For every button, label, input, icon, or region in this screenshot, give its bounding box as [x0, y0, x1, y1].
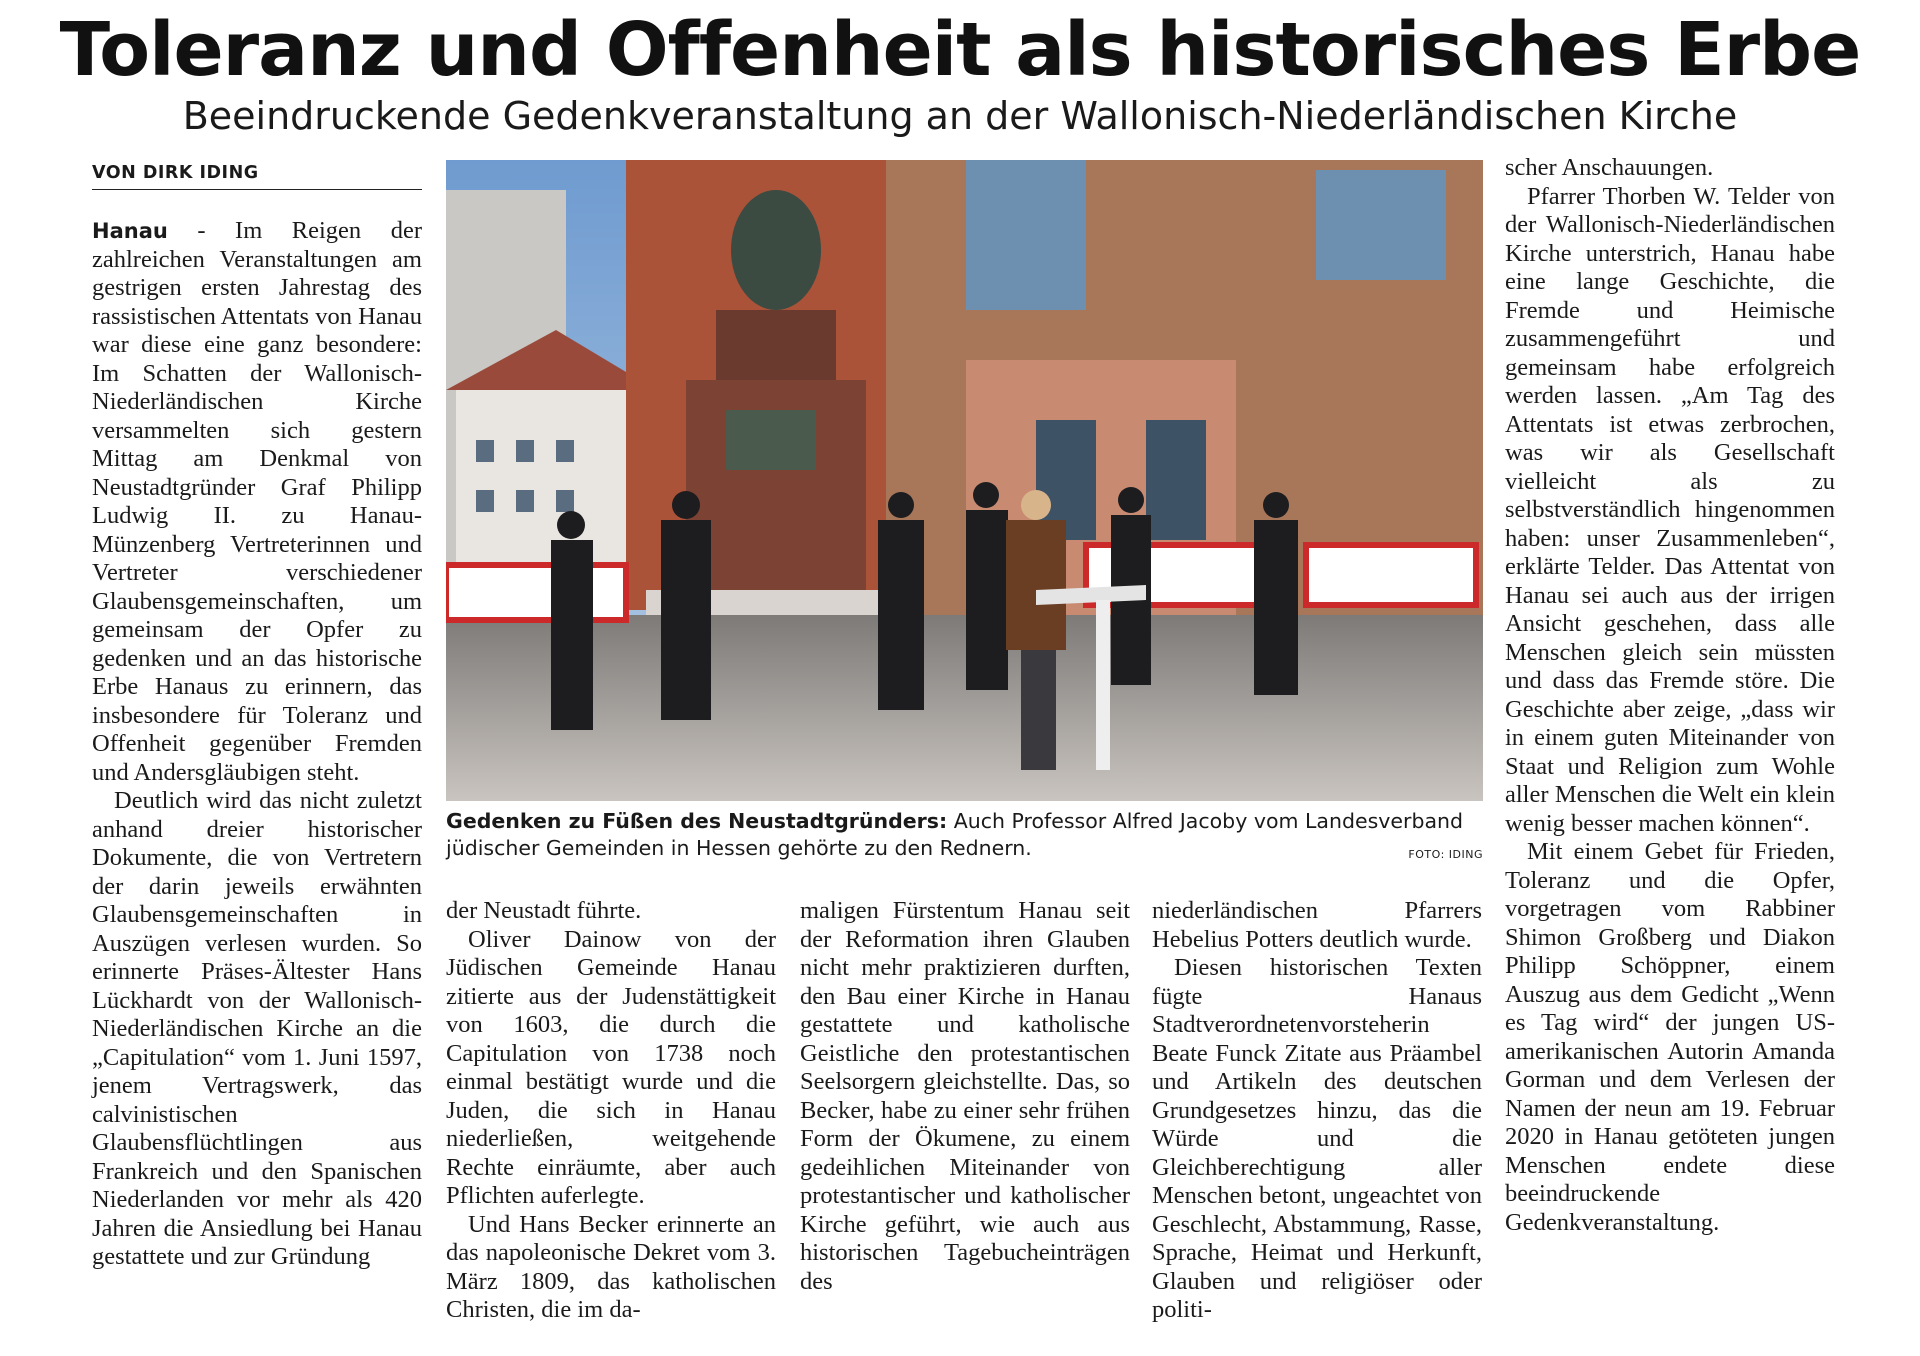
- speaker: [1006, 520, 1066, 650]
- paragraph: Pfarrer Thorben W. Telder von der Wallonisch-Niederländischen Kirche unterstrich, Hanau habe eine lange Geschichte, die Fremde und Heimische zusammengeführt und gemeinsam habe erfolgreich werden lassen. „Am Tag des Attentats ist etwas zerbrochen, was wir als Gesellschaft vielleicht als zu selbstverständlich hingenommen haben: unser Zusammenleben“, erklärte Telder. Das Attentat von Hanau sei auch aus der irrigen Ansicht geschehen, dass alle Menschen gleich sein müssten und dass das Fremde störe. Die Geschichte aber zeige, „dass wir in einem guten Miteinander von Staat und Religion zum Wohle aller Menschen die Welt ein klein wenig besser machen können“.: [1505, 182, 1835, 837]
- paragraph: Deutlich wird das nicht zuletzt anhand dreier historischer Dokumente, die von Vertretern der darin jeweils erwähnten Glaubensgemeinschaften in Auszügen verlesen wurden. So erinnerte Präses-Ältester Hans Lückhardt von der Wallonisch-Niederländischen Kirche an die „Capitulation“ vom 1. Juni 1597, jenem Vertragswerk, das calvinistischen Glaubensflüchtlingen aus Frankreich und den Spanischen Niederlanden vor mehr als 420 Jahren die Ansiedlung bei Hanau gestattete und zur Gründung: [92, 787, 422, 1270]
- caption-text: Auch Professor Alfred Jacoby vom Landesverband jüdischer Gemeinden in Hessen gehörte zu den Rednern.: [446, 809, 1464, 860]
- column-5: [1505, 154, 1835, 1237]
- subheadline: Beeindruckende Gedenkveranstaltung an der Wallonisch-Niederländischen Kirche: [182, 94, 1738, 138]
- paragraph: Mit einem Gebet für Frieden, Toleranz und die Opfer, vorgetragen vom Rabbiner Shimon Großberg und Diakon Philipp Schöppner, einem Auszug aus dem Gedicht „Wenn es Tag wird“ der jungen US-amerikanischen Autorin Amanda Gorman und dem Verlesen der Namen der neun am 19. Februar 2020 in Hanau getöteten jungen Menschen endete diese beeindruckende Gedenkveranstaltung.: [1505, 838, 1835, 1236]
- column-4: [1152, 897, 1482, 1325]
- column-1: [92, 217, 422, 1272]
- photo-caption: [446, 808, 1483, 862]
- barrier-fence: [446, 565, 626, 620]
- dateline-place: Hanau: [92, 219, 168, 243]
- paragraph: scher Anschauungen.: [1505, 154, 1714, 181]
- article-photo: [446, 160, 1483, 801]
- caption-title: Gedenken zu Füßen des Neustadtgründers:: [446, 809, 948, 833]
- intro-text: - Im Reigen der zahlreichen Veranstaltungen am gestrigen ersten Jahrestag des rassistischen Attentats von Hanau war diese eine ganz besondere: Im Schatten der Wallonisch-Niederländischen Kirche versammelten sich gestern Mittag am Denkmal von Neustadtgründer Graf Philipp Ludwig II. zu Hanau-Münzenberg Vertreterinnen und Vertreter verschiedener Glaubensgemeinschaften, um gemeinsam der Opfer zu gedenken und an das historische Erbe Hanaus zu erinnern, das insbesondere für Toleranz und Offenheit gegenüber Fremden und Andersgläubigen steht.: [92, 217, 423, 786]
- column-2: [446, 897, 776, 1325]
- photo-credit: FOTO: IDING: [1408, 848, 1483, 861]
- paragraph: maligen Fürstentum Hanau seit der Reformation ihren Glauben nicht mehr praktizieren durften, den Bau einer Kirche in Hanau gestattete und katholische Geistliche den protestantischen Seelsorgern gleichstellte. Das, so Becker, habe zu einer sehr frühen Form der Ökumene, zu einem gedeihlichen Miteinander von protestantischer und katholischer Kirche geführt, wie auch aus historischen Tagebucheinträgen des: [800, 897, 1130, 1295]
- headline: Toleranz und Offenheit als historisches Erbe: [59, 7, 1861, 93]
- bust-statue: [731, 190, 821, 310]
- paragraph: Diesen historischen Texten fügte Hanaus Stadtverordnetenvorsteherin Beate Funck Zitate aus Präambel und Artikeln des deutschen Grundgesetzes hinzu, das die Würde und die Gleichberechtigung aller Menschen betont, ungeachtet von Geschlecht, Abstammung, Rasse, Sprache, Heimat und Herkunft, Glauben und religiöser oder politi-: [1152, 954, 1482, 1323]
- byline: VON DIRK IDING: [92, 160, 422, 190]
- paragraph: Oliver Dainow von der Jüdischen Gemeinde Hanau zitierte aus der Judenstättigkeit von 1603, die durch die Capitulation von 1738 noch einmal bestätigt wurde und die Juden, die sich in Hanau niederließen, weitgehende Rechte einräumte, aber auch Pflichten auferlegte.: [446, 925, 776, 1209]
- paragraph: niederländischen Pfarrers Hebelius Potters deutlich wurde.: [1152, 897, 1482, 953]
- monument-pedestal-top: [716, 310, 836, 380]
- paragraph: der Neustadt führte.: [446, 897, 642, 924]
- photo-scene: [446, 160, 1483, 801]
- column-3: [800, 897, 1130, 1296]
- paragraph: Und Hans Becker erinnerte an das napoleonische Dekret vom 3. März 1809, das katholischen Christen, die im da-: [446, 1210, 776, 1323]
- paragraph-intro: [92, 217, 422, 787]
